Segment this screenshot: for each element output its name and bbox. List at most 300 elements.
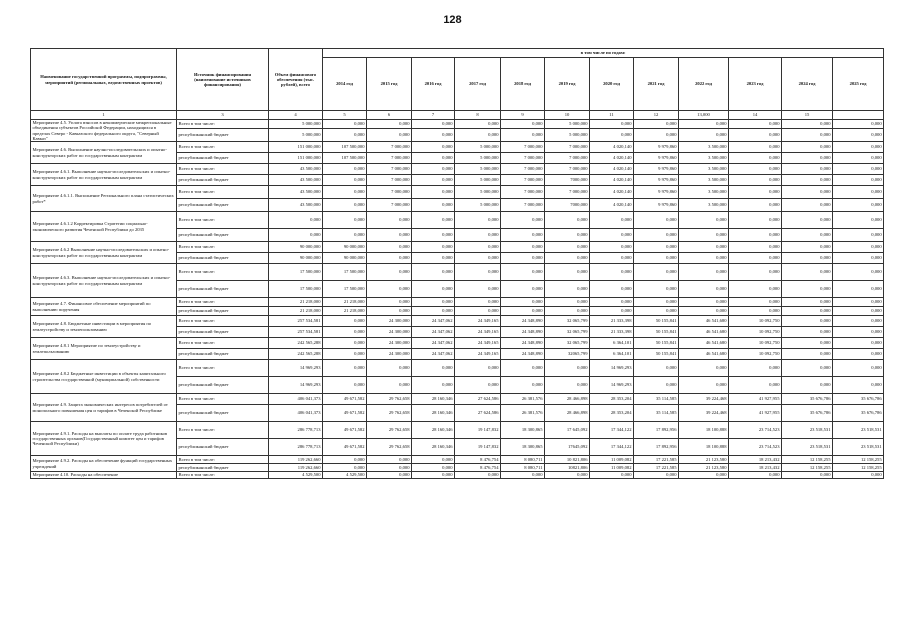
amount-cell: 7 000,000 xyxy=(545,153,590,164)
amount-cell: 26 381,576 xyxy=(501,394,545,405)
funding-source: республиканский бюджет xyxy=(177,199,269,212)
amount-cell: 0,000 xyxy=(590,253,634,264)
amount-cell: 0,000 xyxy=(501,298,545,307)
funding-source: Всего в том числе: xyxy=(177,142,269,153)
program-item-name: Мероприятие 4.9.2. Расходы на обеспечение функций государственных учреждений xyxy=(31,456,177,472)
amount-cell: 0,000 xyxy=(367,307,412,316)
amount-cell: 0,000 xyxy=(323,229,367,242)
amount-cell: 0,000 xyxy=(833,264,884,281)
header-year: 2017 год xyxy=(455,58,501,111)
amount-cell: 35 676,786 xyxy=(782,405,833,422)
header-year: 2022 год xyxy=(679,58,729,111)
amount-cell: 24 348,890 xyxy=(501,327,545,338)
amount-cell: 0,000 xyxy=(729,377,782,394)
funding-source: Всего в том числе: xyxy=(177,120,269,129)
amount-cell: 43 500,000 xyxy=(269,199,323,212)
amount-cell: 0,000 xyxy=(323,327,367,338)
amount-cell: 0,000 xyxy=(679,129,729,142)
amount-cell: 107 500,000 xyxy=(323,153,367,164)
amount-cell: 107 500,000 xyxy=(323,142,367,153)
amount-cell: 9 979,860 xyxy=(634,175,679,186)
program-item-name: Мероприятие 4.9. Защита экономических интересов потребителей от монопольного повышения цен и тарифов в Чеченской Республике xyxy=(31,394,177,422)
amount-cell: 12 158,255 xyxy=(782,456,833,464)
amount-cell: 0,000 xyxy=(833,327,884,338)
amount-cell: 0,000 xyxy=(455,253,501,264)
amount-cell: 35 676,786 xyxy=(782,394,833,405)
amount-cell: 0,000 xyxy=(501,129,545,142)
amount-cell: 8 080,711 xyxy=(501,456,545,464)
amount-cell: 0,000 xyxy=(323,212,367,229)
amount-cell: 0,000 xyxy=(367,120,412,129)
amount-cell: 32 065,799 xyxy=(545,338,590,349)
amount-cell: 27 624,586 xyxy=(455,394,501,405)
amount-cell: 0,000 xyxy=(679,120,729,129)
amount-cell: 0,000 xyxy=(729,212,782,229)
amount-cell: 7 000,000 xyxy=(367,199,412,212)
amount-cell: 0,000 xyxy=(590,129,634,142)
amount-cell: 7000,000 xyxy=(545,199,590,212)
amount-cell: 28 466,898 xyxy=(545,394,590,405)
amount-cell: 0,000 xyxy=(679,242,729,253)
amount-cell: 8 476,754 xyxy=(455,456,501,464)
amount-cell: 0,000 xyxy=(634,307,679,316)
table-row xyxy=(31,394,884,405)
amount-cell: 4 020,140 xyxy=(590,142,634,153)
amount-cell: 0,000 xyxy=(729,264,782,281)
amount-cell: 10 821,806 xyxy=(545,456,590,464)
amount-cell: 0,000 xyxy=(782,253,833,264)
amount-cell: 0,000 xyxy=(501,472,545,479)
program-item-name: Мероприятие 4.6.1.1. Выполнение Регионального плана статистических работ* xyxy=(31,186,177,212)
amount-cell: 17 892,956 xyxy=(634,439,679,456)
table-row xyxy=(31,120,884,129)
amount-cell: 0,000 xyxy=(729,253,782,264)
amount-cell: 0,000 xyxy=(729,472,782,479)
amount-cell: 0,000 xyxy=(634,360,679,377)
table-row xyxy=(31,164,884,175)
amount-cell: 3 500,000 xyxy=(679,142,729,153)
amount-cell: 24 347,062 xyxy=(412,349,455,360)
amount-cell: 0,000 xyxy=(545,377,590,394)
amount-cell: 90 000,000 xyxy=(323,242,367,253)
amount-cell: 0,000 xyxy=(634,229,679,242)
amount-cell: 28 160,346 xyxy=(412,439,455,456)
amount-cell: 0,000 xyxy=(729,142,782,153)
amount-cell: 0,000 xyxy=(833,253,884,264)
amount-cell: 12 158,255 xyxy=(782,464,833,472)
amount-cell: 21 333,398 xyxy=(590,316,634,327)
column-number: 8 xyxy=(455,111,501,120)
amount-cell: 0,000 xyxy=(729,120,782,129)
funding-source: Всего в том числе: xyxy=(177,456,269,464)
amount-cell: 0,000 xyxy=(412,142,455,153)
amount-cell: 12 158,255 xyxy=(833,464,884,472)
amount-cell: 7 000,000 xyxy=(545,186,590,199)
column-number: 10 xyxy=(545,111,590,120)
amount-cell: 0,000 xyxy=(782,129,833,142)
amount-cell: 0,000 xyxy=(501,377,545,394)
amount-cell: 24 300,000 xyxy=(367,327,412,338)
amount-cell: 0,000 xyxy=(833,199,884,212)
amount-cell: 35 114,585 xyxy=(634,405,679,422)
amount-cell: 151 000,000 xyxy=(269,142,323,153)
amount-cell: 0,000 xyxy=(634,120,679,129)
amount-cell: 0,000 xyxy=(833,120,884,129)
amount-cell: 3 500,000 xyxy=(679,186,729,199)
funding-source: Всего в том числе: xyxy=(177,298,269,307)
amount-cell: 0,000 xyxy=(367,264,412,281)
amount-cell: 17 500,000 xyxy=(269,281,323,298)
amount-cell: 8 476,754 xyxy=(455,464,501,472)
amount-cell: 0,000 xyxy=(729,186,782,199)
funding-source: Всего в том числе: xyxy=(177,394,269,405)
amount-cell: 10821,806 xyxy=(545,464,590,472)
column-numbers-row xyxy=(31,111,884,120)
funding-source: Всего в том числе: xyxy=(177,212,269,229)
amount-cell: 0,000 xyxy=(412,212,455,229)
funding-source: республиканский бюджет xyxy=(177,253,269,264)
amount-cell: 46 541,680 xyxy=(679,327,729,338)
amount-cell: 41 927,955 xyxy=(729,394,782,405)
financing-table xyxy=(30,48,884,479)
amount-cell: 4 020,140 xyxy=(590,186,634,199)
program-item-name: Мероприятие 4.8. Бюджетные инвестиции в мероприятия по землеустройству и землепользованию xyxy=(31,316,177,338)
amount-cell: 18 300,865 xyxy=(501,422,545,439)
amount-cell: 17 500,000 xyxy=(323,264,367,281)
amount-cell: 0,000 xyxy=(833,360,884,377)
amount-cell: 3 500,000 xyxy=(679,175,729,186)
amount-cell: 0,000 xyxy=(323,360,367,377)
amount-cell: 24 347,062 xyxy=(412,338,455,349)
amount-cell: 50 155,841 xyxy=(634,327,679,338)
amount-cell: 0,000 xyxy=(833,472,884,479)
amount-cell: 0,000 xyxy=(412,164,455,175)
program-item-name: Мероприятие 4.10. Расходы на обеспечение xyxy=(31,472,177,479)
amount-cell: 28 353,204 xyxy=(590,394,634,405)
amount-cell: 23 714,523 xyxy=(729,439,782,456)
amount-cell: 0,000 xyxy=(323,349,367,360)
amount-cell: 0,000 xyxy=(634,212,679,229)
amount-cell: 0,000 xyxy=(833,316,884,327)
column-number: 14 xyxy=(729,111,782,120)
amount-cell: 286 778,713 xyxy=(269,422,323,439)
amount-cell: 50 155,841 xyxy=(634,316,679,327)
amount-cell: 0,000 xyxy=(545,472,590,479)
amount-cell: 0,000 xyxy=(367,377,412,394)
amount-cell: 18 300,865 xyxy=(501,439,545,456)
column-number: 3 xyxy=(177,111,269,120)
amount-cell: 43 500,000 xyxy=(269,164,323,175)
amount-cell: 0,000 xyxy=(833,175,884,186)
amount-cell: 0,000 xyxy=(782,338,833,349)
column-number: 11 xyxy=(590,111,634,120)
table-row xyxy=(31,212,884,229)
amount-cell: 0,000 xyxy=(367,456,412,464)
amount-cell: 0,000 xyxy=(367,464,412,472)
amount-cell: 7 000,000 xyxy=(545,142,590,153)
header-year: 2016 год xyxy=(412,58,455,111)
amount-cell: 9 979,860 xyxy=(634,153,679,164)
amount-cell: 9 979,860 xyxy=(634,199,679,212)
amount-cell: 17645,092 xyxy=(545,439,590,456)
amount-cell: 12 158,255 xyxy=(833,456,884,464)
amount-cell: 0,000 xyxy=(782,175,833,186)
amount-cell: 5 000,000 xyxy=(545,129,590,142)
amount-cell: 41 927,955 xyxy=(729,405,782,422)
amount-cell: 0,000 xyxy=(455,307,501,316)
column-number: 13,000 xyxy=(679,111,729,120)
amount-cell: 7 000,000 xyxy=(501,186,545,199)
amount-cell: 257 534,581 xyxy=(269,316,323,327)
amount-cell: 49 671,582 xyxy=(323,394,367,405)
amount-cell: 0,000 xyxy=(729,281,782,298)
amount-cell: 35 676,786 xyxy=(833,394,884,405)
amount-cell: 0,000 xyxy=(833,164,884,175)
column-number: 6 xyxy=(367,111,412,120)
amount-cell: 23 714,523 xyxy=(729,422,782,439)
amount-cell: 90 000,000 xyxy=(323,253,367,264)
amount-cell: 0,000 xyxy=(590,120,634,129)
header-year: 2020 год xyxy=(590,58,634,111)
amount-cell: 11 009,082 xyxy=(590,464,634,472)
funding-source: республиканский бюджет xyxy=(177,175,269,186)
amount-cell: 18 213,432 xyxy=(729,464,782,472)
amount-cell: 0,000 xyxy=(679,360,729,377)
amount-cell: 17 221,585 xyxy=(634,464,679,472)
amount-cell: 406 041,373 xyxy=(269,394,323,405)
amount-cell: 0,000 xyxy=(412,199,455,212)
amount-cell: 24 349,165 xyxy=(455,349,501,360)
amount-cell: 0,000 xyxy=(412,186,455,199)
amount-cell: 0,000 xyxy=(412,129,455,142)
funding-source: республиканский бюджет xyxy=(177,307,269,316)
amount-cell: 0,000 xyxy=(455,242,501,253)
amount-cell: 5 000,000 xyxy=(455,199,501,212)
amount-cell: 7 000,000 xyxy=(367,164,412,175)
amount-cell: 0,000 xyxy=(545,229,590,242)
amount-cell: 43 500,000 xyxy=(269,175,323,186)
amount-cell: 3 500,000 xyxy=(679,153,729,164)
header-source: Источник финансирования (наименование источников финансирования) xyxy=(177,49,269,111)
amount-cell: 7 000,000 xyxy=(367,186,412,199)
amount-cell: 49 671,582 xyxy=(323,439,367,456)
program-item-name: Мероприятие 4.8.1 Мероприятие по землеустройству и землепользованию xyxy=(31,338,177,360)
amount-cell: 50 155,841 xyxy=(634,338,679,349)
amount-cell: 24 300,000 xyxy=(367,338,412,349)
amount-cell: 9 979,860 xyxy=(634,186,679,199)
amount-cell: 0,000 xyxy=(412,464,455,472)
amount-cell: 0,000 xyxy=(269,212,323,229)
amount-cell: 0,000 xyxy=(545,212,590,229)
amount-cell: 0,000 xyxy=(455,298,501,307)
program-item-name: Мероприятие 4.6.1. Выполнение научно-исследовательских и опытно-конструкторских работ по государственным контрактам xyxy=(31,164,177,186)
amount-cell: 21 218,000 xyxy=(323,298,367,307)
amount-cell: 10 092,750 xyxy=(729,349,782,360)
header-years-group: в том числе по годам: xyxy=(323,49,884,58)
column-number: 15 xyxy=(782,111,833,120)
amount-cell: 0,000 xyxy=(455,212,501,229)
amount-cell: 17 344,122 xyxy=(590,439,634,456)
amount-cell: 0,000 xyxy=(782,316,833,327)
amount-cell: 0,000 xyxy=(833,338,884,349)
amount-cell: 0,000 xyxy=(545,307,590,316)
amount-cell: 0,000 xyxy=(323,175,367,186)
amount-cell: 0,000 xyxy=(590,298,634,307)
amount-cell: 21 123,580 xyxy=(679,456,729,464)
amount-cell: 0,000 xyxy=(323,120,367,129)
amount-cell: 0,000 xyxy=(634,242,679,253)
funding-source: республиканский бюджет xyxy=(177,349,269,360)
funding-source: Всего в том числе: xyxy=(177,242,269,253)
amount-cell: 0,000 xyxy=(367,129,412,142)
amount-cell: 0,000 xyxy=(455,229,501,242)
amount-cell: 0,000 xyxy=(455,360,501,377)
amount-cell: 0,000 xyxy=(833,142,884,153)
amount-cell: 0,000 xyxy=(269,229,323,242)
table-row xyxy=(31,472,884,479)
amount-cell: 3 500,000 xyxy=(679,199,729,212)
amount-cell: 28 466,898 xyxy=(545,405,590,422)
amount-cell: 0,000 xyxy=(323,464,367,472)
amount-cell: 21 218,000 xyxy=(269,298,323,307)
amount-cell: 0,000 xyxy=(833,153,884,164)
amount-cell: 0,000 xyxy=(455,377,501,394)
program-item-name: Мероприятие 4.6.1.2 Корректировка Стратегии социально-экономического развития Чеченской Республики до 2035 xyxy=(31,212,177,242)
amount-cell: 21 123,580 xyxy=(679,464,729,472)
header-year: 2014 год xyxy=(323,58,367,111)
amount-cell: 0,000 xyxy=(412,307,455,316)
amount-cell: 0,000 xyxy=(501,253,545,264)
amount-cell: 0,000 xyxy=(729,129,782,142)
amount-cell: 0,000 xyxy=(412,377,455,394)
amount-cell: 28 160,346 xyxy=(412,394,455,405)
funding-source: Всего в том числе: xyxy=(177,338,269,349)
amount-cell: 0,000 xyxy=(545,264,590,281)
amount-cell: 0,000 xyxy=(782,120,833,129)
amount-cell: 23 518,531 xyxy=(833,439,884,456)
amount-cell: 18 100,888 xyxy=(679,439,729,456)
header-year: 2015 год xyxy=(367,58,412,111)
amount-cell: 24 348,890 xyxy=(501,349,545,360)
amount-cell: 0,000 xyxy=(545,281,590,298)
amount-cell: 29 762,658 xyxy=(367,439,412,456)
funding-source: Всего в том числе: xyxy=(177,422,269,439)
amount-cell: 90 000,000 xyxy=(269,242,323,253)
table-row xyxy=(31,264,884,281)
amount-cell: 0,000 xyxy=(679,307,729,316)
amount-cell: 23 518,531 xyxy=(833,422,884,439)
amount-cell: 0,000 xyxy=(833,281,884,298)
amount-cell: 5 000,000 xyxy=(455,142,501,153)
amount-cell: 9 979,860 xyxy=(634,142,679,153)
amount-cell: 7 000,000 xyxy=(367,153,412,164)
amount-cell: 0,000 xyxy=(679,298,729,307)
amount-cell: 24 349,165 xyxy=(455,316,501,327)
amount-cell: 0,000 xyxy=(634,129,679,142)
amount-cell: 0,000 xyxy=(501,307,545,316)
amount-cell: 0,000 xyxy=(412,456,455,464)
table-row xyxy=(31,456,884,464)
amount-cell: 406 041,373 xyxy=(269,405,323,422)
funding-source: Всего в том числе: xyxy=(177,472,269,479)
amount-cell: 0,000 xyxy=(782,229,833,242)
amount-cell: 0,000 xyxy=(455,264,501,281)
amount-cell: 24 348,890 xyxy=(501,338,545,349)
amount-cell: 0,000 xyxy=(833,186,884,199)
amount-cell: 28 353,204 xyxy=(590,405,634,422)
amount-cell: 0,000 xyxy=(367,253,412,264)
amount-cell: 0,000 xyxy=(590,242,634,253)
amount-cell: 10 092,750 xyxy=(729,327,782,338)
amount-cell: 0,000 xyxy=(323,456,367,464)
amount-cell: 11 009,082 xyxy=(590,456,634,464)
funding-source: Всего в том числе: xyxy=(177,316,269,327)
amount-cell: 0,000 xyxy=(501,281,545,298)
table-row xyxy=(31,360,884,377)
amount-cell: 7000,000 xyxy=(545,175,590,186)
amount-cell: 0,000 xyxy=(634,298,679,307)
amount-cell: 0,000 xyxy=(833,212,884,229)
amount-cell: 17 645,092 xyxy=(545,422,590,439)
amount-cell: 0,000 xyxy=(545,360,590,377)
amount-cell: 0,000 xyxy=(729,175,782,186)
amount-cell: 0,000 xyxy=(412,281,455,298)
amount-cell: 0,000 xyxy=(729,199,782,212)
amount-cell: 7 000,000 xyxy=(501,142,545,153)
table-row xyxy=(31,186,884,199)
amount-cell: 35 676,786 xyxy=(833,405,884,422)
amount-cell: 7 000,000 xyxy=(501,153,545,164)
header-row xyxy=(31,49,884,58)
amount-cell: 39 224,468 xyxy=(679,405,729,422)
funding-source: республиканский бюджет xyxy=(177,439,269,456)
amount-cell: 35 114,585 xyxy=(634,394,679,405)
table-row xyxy=(31,142,884,153)
amount-cell: 0,000 xyxy=(782,377,833,394)
program-item-name: Мероприятие 4.7. Финансовое обеспечение мероприятий по выполнению поручения xyxy=(31,298,177,316)
amount-cell: 0,000 xyxy=(412,264,455,281)
amount-cell: 90 000,000 xyxy=(269,253,323,264)
amount-cell: 5 000,000 xyxy=(269,129,323,142)
amount-cell: 5 000,000 xyxy=(455,186,501,199)
amount-cell: 0,000 xyxy=(782,242,833,253)
amount-cell: 17 221,585 xyxy=(634,456,679,464)
program-item-name: Мероприятие 4.5. Уплата взносов в некоммерческие межрегиональные объединения субъектов Российской Федерации, находящихся в пределах Северо - Кавказского федерального округа, "Северный Кавказ" xyxy=(31,120,177,142)
amount-cell: 49 671,582 xyxy=(323,405,367,422)
amount-cell: 0,000 xyxy=(412,472,455,479)
amount-cell: 24 347,062 xyxy=(412,316,455,327)
amount-cell: 9 979,860 xyxy=(634,164,679,175)
amount-cell: 46 541,680 xyxy=(679,316,729,327)
amount-cell: 0,000 xyxy=(679,377,729,394)
amount-cell: 21 333,398 xyxy=(590,327,634,338)
amount-cell: 0,000 xyxy=(782,360,833,377)
table-row xyxy=(31,338,884,349)
amount-cell: 39 224,468 xyxy=(679,394,729,405)
amount-cell: 0,000 xyxy=(367,298,412,307)
funding-source: республиканский бюджет xyxy=(177,229,269,242)
amount-cell: 5 000,000 xyxy=(545,120,590,129)
amount-cell: 26 381,576 xyxy=(501,405,545,422)
amount-cell: 0,000 xyxy=(412,153,455,164)
amount-cell: 0,000 xyxy=(729,298,782,307)
amount-cell: 14 969,293 xyxy=(269,377,323,394)
funding-source: республиканский бюджет xyxy=(177,464,269,472)
funding-source: Всего в том числе: xyxy=(177,264,269,281)
amount-cell: 4 020,140 xyxy=(590,153,634,164)
header-year: 2025 год xyxy=(833,58,884,111)
amount-cell: 0,000 xyxy=(455,281,501,298)
